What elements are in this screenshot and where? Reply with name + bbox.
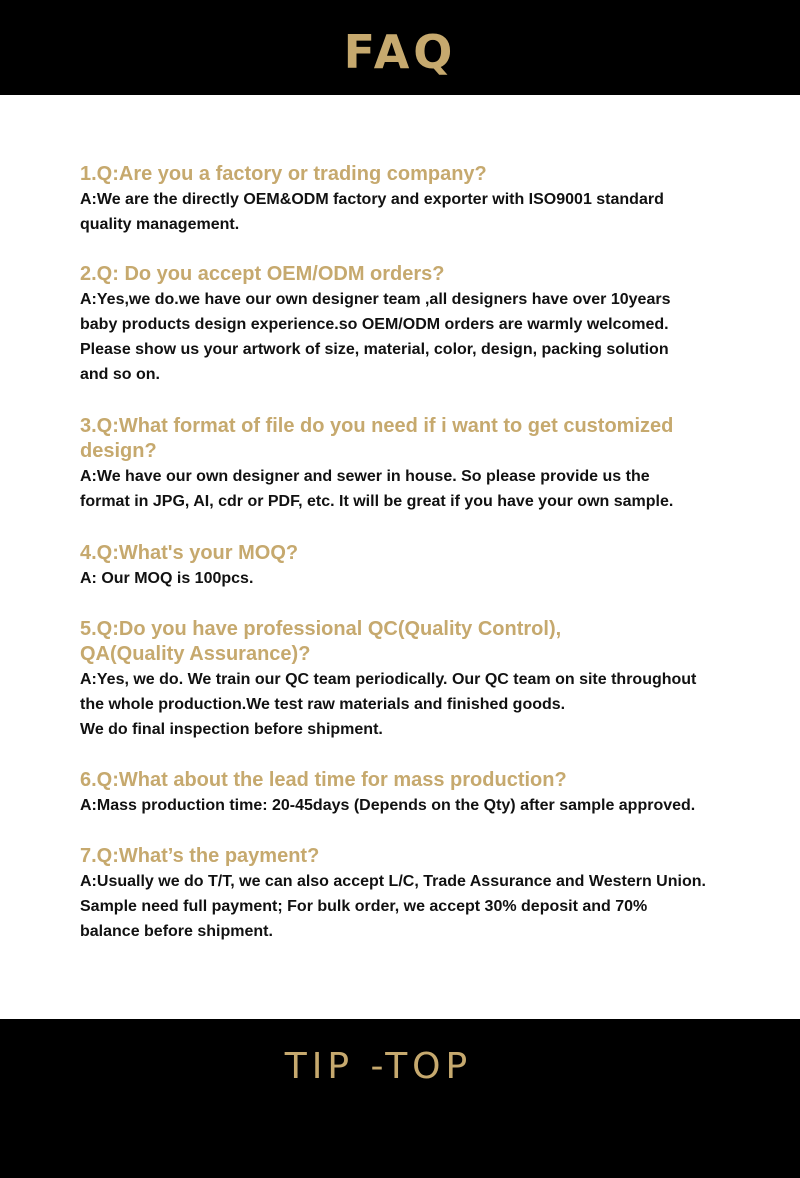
faq-answer-6: A:Mass production time: 20-45days (Depends on the Qty) after sample approved. (80, 797, 696, 814)
faq-question-2: 2.Q: Do you accept OEM/ODM orders? (80, 263, 445, 285)
faq-item-2 (80, 262, 770, 387)
faq-question-6: 6.Q:What about the lead time for mass production? (80, 769, 567, 791)
faq-answer-3: A:We have our own designer and sewer in house. So please provide us the format in JPG, AI, cdr or PDF, etc. It will be great if you have your own sample. (80, 468, 674, 510)
faq-item-3 (80, 414, 770, 514)
brand-logo: TIP -TOP (284, 1046, 473, 1087)
page-title: FAQ (343, 25, 457, 79)
faq-answer-5: A:Yes, we do. We train our QC team periodically. Our QC team on site throughout the whole production.We test raw materials and finished goods. We do final inspection before shipment. (80, 671, 697, 738)
footer-banner (0, 1019, 800, 1178)
faq-question-1: 1.Q:Are you a factory or trading company? (80, 163, 487, 185)
faq-question-4: 4.Q:What's your MOQ? (80, 542, 299, 564)
faq-question-3: 3.Q:What format of file do you need if i want to get customized design? (80, 415, 674, 462)
faq-answer-7: A:Usually we do T/T, we can also accept L/C, Trade Assurance and Western Union. Sample need full payment; For bulk order, we accept 30% deposit and 70% balance before shipment. (80, 873, 706, 940)
faq-question-5: 5.Q:Do you have professional QC(Quality Control), QA(Quality Assurance)? (80, 618, 562, 665)
faq-answer-4: A: Our MOQ is 100pcs. (80, 570, 254, 587)
faq-answer-1: A:We are the directly OEM&ODM factory and exporter with ISO9001 standard quality management. (80, 191, 664, 233)
faq-item-6 (80, 768, 770, 818)
faq-item-4 (80, 541, 770, 591)
faq-item-1 (80, 162, 770, 237)
faq-question-7: 7.Q:What’s the payment? (80, 845, 320, 867)
header-banner (0, 0, 800, 95)
faq-item-7 (80, 844, 770, 944)
faq-answer-2: A:Yes,we do.we have our own designer team ,all designers have over 10years baby products design experience.so OEM/ODM orders are warmly welcomed. Please show us your artwork of size, material, color, design, packing solution and so on. (80, 291, 671, 383)
faq-item-5 (80, 617, 770, 742)
